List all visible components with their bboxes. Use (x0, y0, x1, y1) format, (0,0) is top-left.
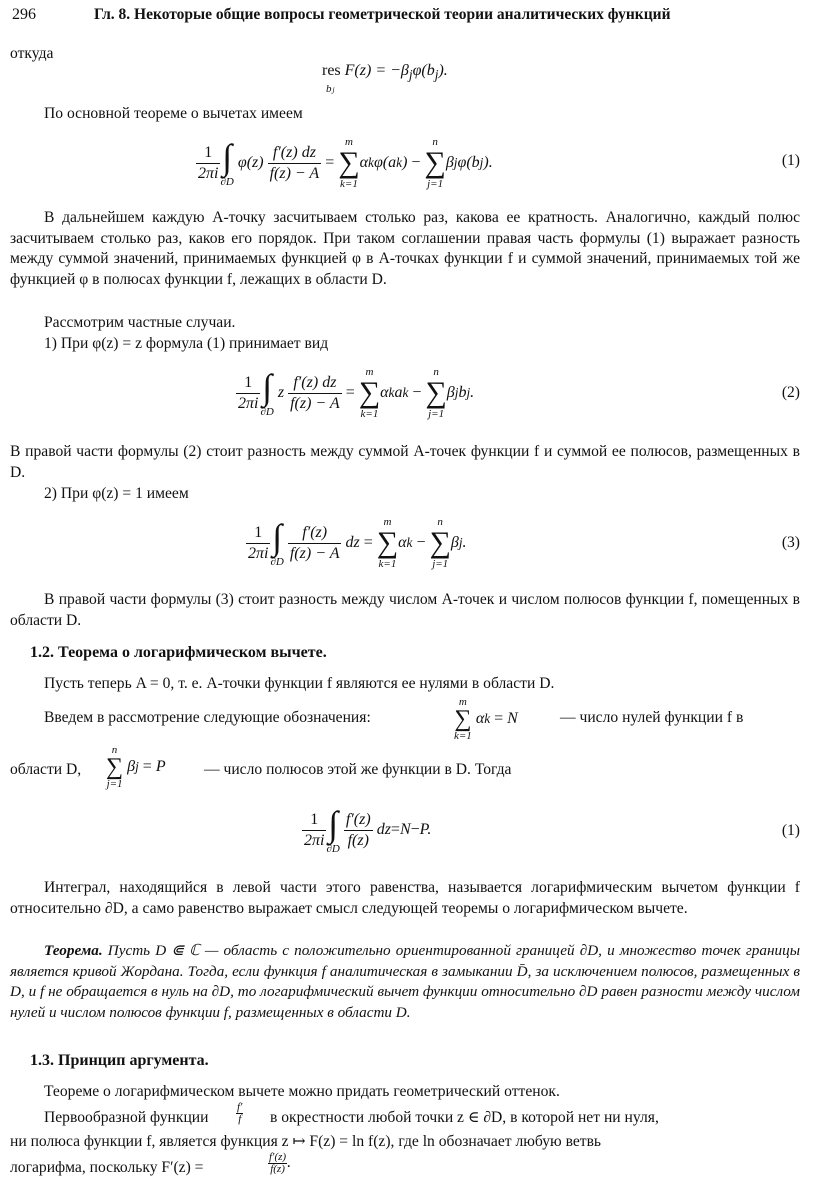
formula-log-residue: $\frac{1}{2\pi i}$ ∫ ∂D $\frac{f'(z)}{f(z)}$ dz = N − P. (304, 804, 432, 855)
text-argument-1: Теореме о логарифмическом вычете можно придать геометрический оттенок. (44, 1083, 560, 1100)
text-argument-2a: Первообразной функции (44, 1109, 209, 1126)
theorem-label: Теорема. (44, 942, 103, 959)
formula-fprime-over-f: $\frac{f'}{f}$ (237, 1101, 243, 1125)
formula-3: $\frac{1}{2\pi i}$ ∫ ∂D $\frac{f'(z)}{f(z) - A}$ dz = m ∑ k=1 α k − n ∑ j=1 β j . (248, 516, 467, 570)
paragraph-case-2: В правой части формулы (3) стоит разность между числом A-точек и числом полюсов функции f, помещенных в области D. (10, 591, 800, 629)
formula-residue-subscript: bⱼ (326, 83, 335, 95)
equation-number-1: (1) (781, 152, 800, 169)
formula-poles-sum: n ∑ j=1 β j = P (106, 744, 166, 790)
text-notation-poles: — число полюсов этой же функции в D. Тогда (204, 761, 512, 778)
text-consider-cases: Рассмотрим частные случаи. (44, 314, 236, 331)
equation-number-4: (1) (781, 822, 800, 839)
text-notation-zeros: — число нулей функции f в (560, 709, 744, 726)
section-heading-1-3: 1.3. Принцип аргумента. (30, 1052, 209, 1069)
equation-number-3: (3) (781, 534, 800, 551)
formula-1: $\frac{1}{2\pi i}$ ∫ ∂D φ(z) $\frac{f'(z) dz}{f(z) - A}$ = m ∑ k=1 α k φ(a k ) − n ∑ j=1 β j φ(b j ). (198, 136, 493, 190)
paragraph-log-residue: Интеграл, находящийся в левой части этого равенства, называется логарифмическим вычетом функции f относительно ∂D, а само равенство выражает смысл следующей теоремы о логарифмическом вычете. (10, 879, 800, 917)
formula-derivative: $\frac{f'(z)}{f(z)}$ . (269, 1151, 292, 1175)
text-argument-2c: ни полюса функции f, является функция z ↦ F(z) = ln f(z), где ln обозначает любую ветвь (10, 1133, 602, 1150)
page-number: 296 (12, 6, 36, 23)
text-otkuda: откуда (10, 45, 54, 62)
text-argument-2b: в окрестности любой точки z ∈ ∂D, в которой нет ни нуля, (270, 1109, 659, 1126)
theorem-body: Пусть D ⋐ ℂ — область с положительно ориентированной границей ∂D, и множество точек границы является кривой Жордана. Тогда, если функция f аналитическая в замыкании D̄, за исключением полюсов, размещенных в D, и f не обращается в нуль на ∂D, то логарифмический вычет функции относительно ∂D равен разности между числом нулей и числом полюсов функции f, размещенных в области D. (10, 942, 801, 1021)
text-by-main-theorem: По основной теореме о вычетах имеем (44, 105, 303, 122)
text-notation-intro: Введем в рассмотрение следующие обозначения: (44, 709, 371, 726)
paragraph-counting: В дальнейшем каждую A-точку засчитываем столько раз, какова ее кратность. Аналогично, каждый полюс засчитываем столько раз, каков его порядок. При таком соглашении правая часть формулы (1) выражает разность между суммой значений, принимаемых функцией φ в A-точках функции f и суммой значений, принимаемых той же функцией φ в полюсах функции f, лежащих в области D. (10, 209, 800, 288)
formula-zeros-sum: m ∑ k=1 α k = N (454, 696, 518, 742)
section-heading-1-2: 1.2. Теорема о логарифмическом вычете. (30, 644, 327, 661)
text-argument-2d: логарифма, поскольку F′(z) = (10, 1159, 204, 1176)
equation-number-2: (2) (781, 384, 800, 401)
text-notation-domain: области D, (10, 761, 82, 778)
formula-residue: res $F(z) = -\beta_j\varphi(b_j)$. (322, 62, 448, 83)
text-case-1: 1) При φ(z) = z формула (1) принимает вид (44, 335, 329, 352)
running-title: Гл. 8. Некоторые общие вопросы геометрической теории аналитических функций (94, 6, 671, 23)
theorem-block (10, 941, 800, 1023)
text-case-2: 2) При φ(z) = 1 имеем (44, 485, 189, 502)
paragraph-case-1: В правой части формулы (2) стоит разность между суммой A-точек функции f и суммой ее полюсов, размещенных в D. (10, 443, 800, 481)
formula-2: $\frac{1}{2\pi i}$ ∫ ∂D z $\frac{f'(z) dz}{f(z) - A}$ = m ∑ k=1 α k a k − n ∑ j=1 β j b j . (238, 366, 475, 420)
text-let-a-zero: Пусть теперь A = 0, т. е. A-точки функции f являются ее нулями в области D. (44, 675, 555, 692)
